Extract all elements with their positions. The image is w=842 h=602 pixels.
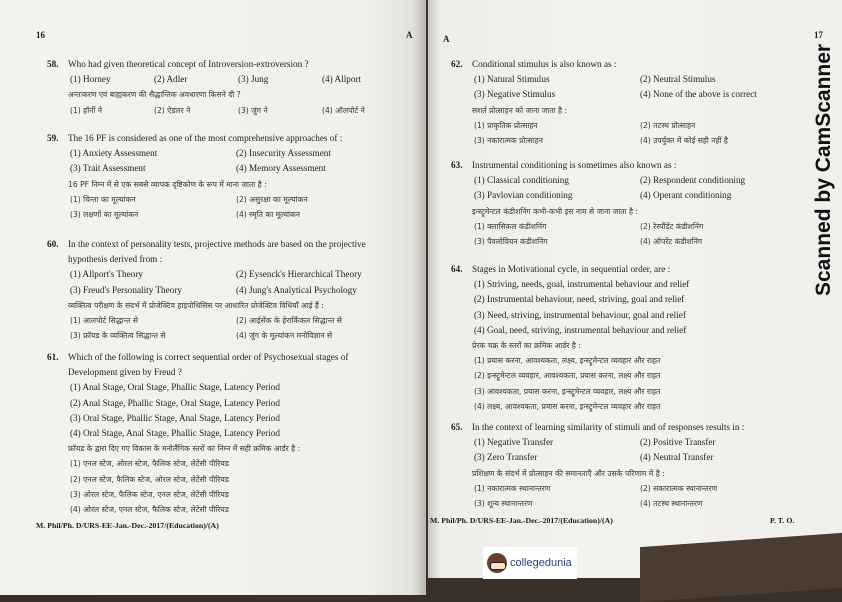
hindi-option[interactable]: (1) प्राकृतिक प्रोत्साहन bbox=[474, 120, 538, 130]
hindi-option[interactable]: (2) ऐडलर ने bbox=[154, 105, 191, 115]
answer-option[interactable]: (2) Positive Transfer bbox=[640, 437, 716, 448]
option-row bbox=[472, 173, 832, 188]
logo-brand: collegedunia bbox=[510, 557, 572, 569]
answer-option[interactable]: (2) Neutral Stimulus bbox=[640, 74, 716, 85]
option-row bbox=[472, 234, 832, 249]
question-block bbox=[451, 57, 832, 148]
option-row bbox=[472, 384, 832, 399]
option-row bbox=[472, 292, 832, 307]
answer-option[interactable]: (4) Memory Assessment bbox=[236, 163, 326, 174]
option-row bbox=[472, 219, 832, 234]
option-row bbox=[68, 192, 408, 207]
option-row bbox=[68, 267, 408, 282]
question-block bbox=[451, 158, 832, 249]
option-row bbox=[472, 353, 832, 368]
answer-option[interactable]: (2) Adler bbox=[154, 74, 188, 85]
hindi-option[interactable]: (2) असुरक्षा का मूल्यांकन bbox=[236, 194, 308, 204]
question-number: 63. bbox=[451, 160, 463, 170]
hindi-question-text: 16 PF निम्न में से एक सबसे व्यापक दृष्टिकोण के रूप में माना जाता है : bbox=[68, 179, 267, 189]
answer-option[interactable]: (1) Allport's Theory bbox=[70, 269, 143, 280]
answer-option[interactable]: (1) Anxiety Assessment bbox=[70, 148, 158, 159]
hindi-option[interactable]: (4) उपर्युक्त में कोई सही नहीं है bbox=[640, 136, 728, 146]
answer-option[interactable]: (3) Freud's Personality Theory bbox=[70, 284, 182, 295]
question-text: Stages in Motivational cycle, in sequential order, are : bbox=[472, 264, 671, 274]
option-row bbox=[68, 472, 408, 487]
answer-option[interactable]: (4) Goal, need, striving, instrumental behaviour and relief bbox=[474, 324, 687, 335]
option-row bbox=[472, 87, 832, 102]
answer-option[interactable]: (3) Jung bbox=[238, 74, 269, 85]
question-number: 64. bbox=[451, 264, 463, 274]
answer-option[interactable]: (3) Oral Stage, Phallic Stage, Anal Stage, Latency Period bbox=[70, 412, 280, 423]
answer-option[interactable]: (1) Horney bbox=[70, 74, 111, 85]
hindi-option[interactable]: (3) ओरल स्टेज, फैलिक स्टेज, एनल स्टेज, लेटेंसी पीरियड bbox=[70, 489, 229, 499]
question-number: 61. bbox=[47, 352, 59, 362]
answer-option[interactable]: (4) Operant conditioning bbox=[640, 190, 732, 201]
answer-option[interactable]: (2) Respondent conditioning bbox=[640, 175, 746, 186]
answer-option[interactable]: (4) Oral Stage, Anal Stage, Phallic Stage, Latency Period bbox=[70, 428, 280, 439]
answer-option[interactable]: (3) Need, striving, instrumental behaviour, goal and relief bbox=[474, 309, 686, 320]
option-row bbox=[68, 161, 408, 176]
option-row bbox=[472, 323, 832, 338]
camscanner-watermark: Scanned by CamScanner bbox=[812, 43, 835, 296]
option-row bbox=[68, 487, 408, 502]
hindi-option[interactable]: (1) नकारात्मक स्थानान्तरण bbox=[474, 483, 551, 493]
hindi-option[interactable]: (4) जुंग के मूल्यांकन मनोविज्ञान से bbox=[236, 331, 333, 341]
hindi-option[interactable]: (2) इन्स्ट्रूमेन्टल व्यवहार, आवश्यकता, प्रयास करना, लक्ष्य और राहत bbox=[474, 371, 661, 381]
hindi-option[interactable]: (1) आलपोर्ट सिद्धान्त से bbox=[70, 316, 138, 326]
series-label: A bbox=[406, 30, 413, 40]
hindi-option[interactable]: (1) हॉर्नी ने bbox=[70, 105, 102, 115]
hindi-option[interactable]: (2) रेस्पौंडेंट कंडीशनिंग bbox=[640, 221, 704, 231]
answer-option[interactable]: (1) Natural Stimulus bbox=[474, 74, 550, 85]
option-row bbox=[472, 435, 832, 450]
option-row bbox=[68, 411, 408, 426]
hindi-question-text: व्यक्तित्व परीक्षण के संदर्भ में प्रोजेक्टिव हाइपोथिसिस पर आधारित प्रोजेक्टिव विधियाँ आई हैं : bbox=[68, 300, 324, 310]
option-row bbox=[68, 328, 408, 343]
answer-option[interactable]: (4) Neutral Transfer bbox=[640, 452, 714, 463]
question-text: Development given by Freud ? bbox=[68, 367, 182, 378]
question-block bbox=[451, 420, 832, 511]
option-row bbox=[68, 456, 408, 471]
right-page bbox=[428, 0, 842, 578]
option-row bbox=[68, 283, 408, 298]
mascot-icon bbox=[487, 553, 507, 573]
question-text: Instrumental conditioning is sometimes also known as : bbox=[472, 160, 677, 170]
option-row bbox=[472, 133, 832, 148]
hindi-option[interactable]: (1) एनल स्टेज, ओरल स्टेज, फैलिक स्टेज, लेटेंसी पीरियड bbox=[70, 459, 229, 469]
hindi-option[interactable]: (2) तटस्थ प्रोत्साहन bbox=[640, 120, 696, 130]
hindi-option[interactable]: (2) सकारात्मक स्थानान्तरण bbox=[640, 483, 718, 493]
hindi-question-text: फ्रॉयड के द्वारा दिए गए विकास के मनोलैंगिक स्तरों का निम्न में सही क्रमिक आर्डर है : bbox=[68, 444, 301, 454]
page-footer: M. Phil/Ph. D/URS-EE-Jan.-Dec.-2017/(Education)/(A) bbox=[430, 516, 613, 525]
question-number: 60. bbox=[47, 239, 59, 249]
answer-option[interactable]: (3) Trait Assessment bbox=[70, 163, 146, 174]
option-row bbox=[472, 399, 832, 414]
option-row bbox=[472, 308, 832, 323]
option-row bbox=[472, 188, 832, 203]
question-text: Which of the following is correct sequential order of Psychosexual stages of bbox=[68, 352, 349, 362]
hindi-option[interactable]: (4) लक्ष्य, आवश्यकता, प्रयास करना, इन्स्ट्रूमेन्टल व्यवहार और राहत bbox=[474, 401, 661, 411]
answer-option[interactable]: (2) Anal Stage, Phallic Stage, Oral Stage, Latency Period bbox=[70, 397, 280, 408]
answer-option[interactable]: (1) Striving, needs, goal, instrumental behaviour and relief bbox=[474, 279, 690, 290]
question-text: hypothesis derived from : bbox=[68, 254, 163, 265]
hindi-option[interactable]: (3) फ्रॉयड के व्यक्तित्व सिद्धान्त से bbox=[70, 331, 166, 341]
option-row bbox=[68, 502, 408, 517]
hindi-question-text: सशर्त प्रोत्साहन को जाना जाता है : bbox=[472, 105, 567, 115]
hindi-question-text: प्रशिक्षण के संदर्भ में प्रोत्साहन की समानताएँ और उसके परिणाम में है : bbox=[472, 468, 665, 478]
hindi-question-text: अन्तःकरण एवं बाह्यकरण की सैद्धान्तिक अवधारणा किसने दी ? bbox=[68, 90, 241, 100]
answer-option[interactable]: (4) Allport bbox=[322, 74, 362, 85]
answer-option[interactable]: (1) Negative Transfer bbox=[474, 437, 554, 448]
answer-option[interactable]: (3) Negative Stimulus bbox=[474, 89, 556, 100]
page-number: 17 bbox=[814, 30, 823, 40]
answer-option[interactable]: (2) Insecurity Assessment bbox=[236, 148, 331, 159]
answer-option[interactable]: (3) Pavlovian conditioning bbox=[474, 190, 573, 201]
question-number: 59. bbox=[47, 133, 59, 143]
hindi-option[interactable]: (3) लक्षणों का मूल्यांकन bbox=[70, 210, 139, 220]
hindi-question-text: प्रेरक चक्र के स्तरों का क्रमिक आर्डर है : bbox=[472, 341, 581, 351]
question-text: Who had given theoretical concept of Introversion-extroversion ? bbox=[68, 59, 309, 69]
question-block bbox=[47, 350, 408, 517]
answer-option[interactable]: (4) Jung's Analytical Psychology bbox=[236, 284, 357, 295]
hindi-option[interactable]: (2) एनल स्टेज, फैलिक स्टेज, ओरल स्टेज, लेटेंसी पीरियड bbox=[70, 474, 229, 484]
answer-option[interactable]: (3) Zero Transfer bbox=[474, 452, 538, 463]
hindi-option[interactable]: (3) आवश्यकता, प्रयास करना, इन्स्ट्रूमेन्टल व्यवहार, लक्ष्य और राहत bbox=[474, 386, 661, 396]
answer-option[interactable]: (1) Anal Stage, Oral Stage, Phallic Stage, Latency Period bbox=[70, 382, 280, 393]
question-text: The 16 PF is considered as one of the most comprehensive approaches of : bbox=[68, 133, 343, 143]
answer-option[interactable]: (4) None of the above is correct bbox=[640, 89, 757, 100]
question-number: 58. bbox=[47, 59, 59, 69]
option-row bbox=[68, 146, 408, 161]
question-number: 65. bbox=[451, 422, 463, 432]
hindi-option[interactable]: (1) क्लासिकल कंडीशनिंग bbox=[474, 221, 547, 231]
option-row bbox=[472, 450, 832, 465]
answer-option[interactable]: (2) Eysenck's Hierarchical Theory bbox=[236, 269, 362, 280]
option-row bbox=[68, 72, 408, 87]
answer-option[interactable]: (1) Classical conditioning bbox=[474, 175, 569, 186]
question-number: 62. bbox=[451, 59, 463, 69]
option-row bbox=[68, 207, 408, 222]
option-row bbox=[472, 481, 832, 496]
pto-label: P. T. O. bbox=[770, 516, 795, 525]
option-row bbox=[68, 313, 408, 328]
option-row bbox=[472, 277, 832, 292]
page-number: 16 bbox=[36, 30, 45, 40]
option-row bbox=[68, 396, 408, 411]
hindi-option[interactable]: (3) पैवलोवियन कंडीशनिंग bbox=[474, 237, 548, 247]
question-block bbox=[47, 237, 408, 343]
hindi-option[interactable]: (1) प्रयास करना, आवश्यकता, लक्ष्य, इन्स्ट्रूमेन्टल व्यवहार और राहत bbox=[474, 356, 661, 366]
hindi-option[interactable]: (4) ऑलपोर्ट ने bbox=[322, 105, 365, 115]
option-row bbox=[472, 118, 832, 133]
question-block bbox=[47, 131, 408, 222]
question-block bbox=[47, 57, 408, 118]
hindi-option[interactable]: (4) ऑपरेंट कंडीशनिंग bbox=[640, 237, 703, 247]
hindi-option[interactable]: (1) चिन्ता का मूल्यांकन bbox=[70, 194, 136, 204]
hindi-option[interactable]: (3) जुंग ने bbox=[238, 105, 268, 115]
question-text: Conditional stimulus is also known as : bbox=[472, 59, 617, 69]
option-row bbox=[472, 496, 832, 511]
option-row bbox=[472, 368, 832, 383]
option-row bbox=[472, 72, 832, 87]
hindi-question-text: इन्स्ट्रूमेन्टल कंडीशनिंग कभी-कभी इस नाम से जाना जाता है : bbox=[472, 206, 639, 216]
question-text: In the context of learning similarity of stimuli and of responses results in : bbox=[472, 422, 745, 432]
hindi-option[interactable]: (4) ओरल स्टेज, एनल स्टेज, फैलिक स्टेज, लेटेंसी पीरियड bbox=[70, 505, 229, 515]
option-row bbox=[68, 426, 408, 441]
collegedunia-logo bbox=[483, 547, 577, 579]
answer-option[interactable]: (2) Instrumental behaviour, need, striving, goal and relief bbox=[474, 294, 685, 305]
page-footer: M. Phil/Ph. D/URS-EE-Jan.-Dec.-2017/(Education)/(A) bbox=[36, 521, 219, 530]
hindi-option[interactable]: (4) तटस्थ स्थानान्तरण bbox=[640, 499, 703, 509]
option-row bbox=[68, 380, 408, 395]
series-label: A bbox=[443, 34, 450, 44]
hindi-option[interactable]: (3) नकारात्मक प्रोत्साहन bbox=[474, 136, 543, 146]
question-block bbox=[451, 262, 832, 414]
option-row bbox=[68, 103, 408, 118]
hindi-option[interactable]: (4) स्मृति का मूल्यांकन bbox=[236, 210, 301, 220]
hindi-option[interactable]: (2) आईसेंक के हेरार्किकल सिद्धान्त से bbox=[236, 316, 342, 326]
hindi-option[interactable]: (3) शून्य स्थानान्तरण bbox=[474, 499, 533, 509]
question-text: In the context of personality tests, projective methods are based on the projective bbox=[68, 239, 366, 249]
